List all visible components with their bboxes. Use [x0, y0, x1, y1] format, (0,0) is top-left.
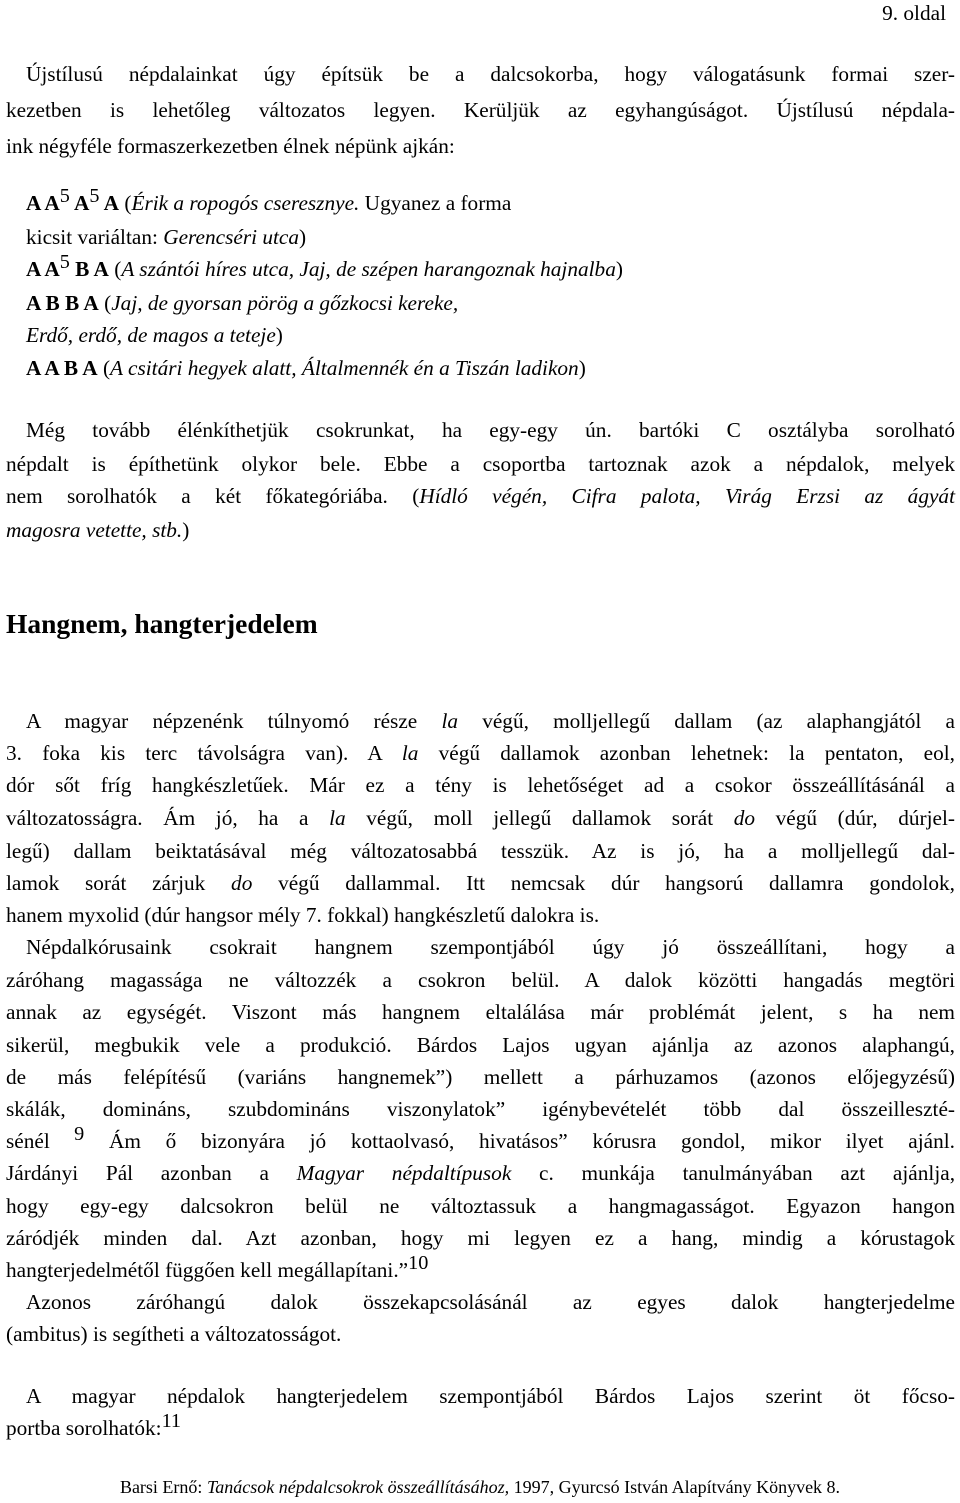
- para4-line-4: sikerül, megbukik vele a produkció. Bárdos Lajos ugyan ajánlja az azonos alaphangú,: [6, 1033, 955, 1057]
- footnote-10: 10: [408, 1251, 429, 1274]
- para6-line-2: portba sorolhatók:$^{11}$: [6, 1409, 182, 1440]
- section-heading: Hangnem, hangterjedelem: [6, 608, 318, 639]
- form-line-3b: Erdő, erdő, de magos a teteje): [26, 323, 283, 347]
- para3-line-4: változatosságra. Ám jó, ha a la végű, moll jellegű dallamok sorát do végű (dúr, dúrjel-: [6, 806, 955, 830]
- intro-line-1: Újstílusú népdalainkat úgy építsük be a dalcsokorba, hogy válogatásunk formai szer-: [26, 62, 955, 86]
- para4-line-7: sénél $^9$ Ám ő bizonyára jó kottaolvasó, hivatásos” kórusra gondol, mikor ilyet ajánl.: [6, 1122, 955, 1153]
- para5-line-2: (ambitus) is segítheti a változatosságot.: [6, 1322, 342, 1346]
- footnote-9: 9: [49, 1122, 85, 1145]
- para4-line-2: záróhang magassága ne változzék a csokron belül. A dalok közötti hangadás megtöri: [6, 968, 955, 992]
- form-line-2: A $A^5$ B A (A szántói híres utca, Jaj, de szépen harangoznak hajnalba): [26, 250, 623, 281]
- para2-line-2: népdalt is építhetünk olykor bele. Ebbe a csoportba tartoznak azok a népdalok, melyek: [6, 452, 955, 476]
- para3-line-2: 3. foka kis terc távolságra van). A la végű dallamok azonban lehetnek: la pentaton, eol,: [6, 741, 955, 765]
- form-line-1: A $A^5$ $A^5$ A (Érik a ropogós cseresznye. Ugyanez a forma: [26, 184, 512, 215]
- para3-line-6: lamok sorát zárjuk do végű dallammal. Itt nemcsak dúr hangsorú dallamra gondolok,: [6, 871, 955, 895]
- form-line-3: A B B A (Jaj, de gyorsan pörög a gőzkocsi kereke,: [26, 291, 459, 315]
- intro-line-3: ink négyféle formaszerkezetben élnek népünk ajkán:: [6, 134, 455, 158]
- form-line-1b: kicsit variáltan: Gerencséri utca): [26, 225, 307, 249]
- para3-line-3: dór sőt fríg hangkészletűek. Már ez a tény is lehetőséget ad a csokor összeállításánál a: [6, 773, 955, 797]
- para4-line-6: skálák, domináns, szubdomináns viszonylatok” igénybevételét több dal összeilleszté-: [6, 1097, 955, 1121]
- form-line-4: A A B A (A csitári hegyek alatt, Általmennék én a Tiszán ladikon): [26, 356, 586, 380]
- para4-line-11: hangterjedelmétől függően kell megállapítani.”$^{10}$: [6, 1251, 429, 1282]
- para4-line-1: Népdalkórusaink csokrait hangnem szempontjából úgy jó összeállítani, hogy a: [26, 935, 955, 959]
- para4-line-9: hogy egy-egy dalcsokron belül ne változtassuk a hangmagasságot. Egyazon hangon: [6, 1194, 955, 1218]
- para2-line-3: nem sorolhatók a két főkategóriába. (Hídló végén, Cifra palota, Virág Erzsi az ágyát: [6, 484, 955, 508]
- para4-line-10: záródjék minden dal. Azt azonban, hogy mi legyen ez a hang, mindig a kórustagok: [6, 1226, 955, 1250]
- page-number: 9. oldal: [882, 1, 946, 25]
- para6-line-1: A magyar népdalok hangterjedelem szempontjából Bárdos Lajos szerint öt főcso-: [26, 1384, 955, 1408]
- para4-line-8: Járdányi Pál azonban a Magyar népdaltípusok c. munkája tanulmányában azt ajánlja,: [6, 1161, 956, 1185]
- page-footer: Barsi Ernő: Tanácsok népdalcsokrok összeállításához, 1997, Gyurcsó István Alapítvány Könyvek 8.: [119, 1477, 841, 1497]
- para3-line-1: A magyar népzenénk túlnyomó része la végű, molljellegű dallam (az alaphangjától a: [26, 709, 955, 733]
- intro-line-2: kezetben is lehetőleg változatos legyen. Kerüljük az egyhangúságot. Újstílusú népdala-: [6, 98, 955, 122]
- para3-line-7: hanem myxolid (dúr hangsor mély 7. fokkal) hangkészletű dalokra is.: [6, 903, 600, 927]
- para4-line-5: de más felépítésű (variáns hangnemek”) mellett a párhuzamos (azonos előjegyzésű): [6, 1065, 955, 1089]
- para2-line-1: Még tovább élénkíthetjük csokrunkat, ha egy-egy ún. bartóki C osztályba sorolható: [26, 418, 955, 442]
- para3-line-5: legű) dallam beiktatásával még változatosabbá tesszük. Az is jó, ha a molljellegű dal-: [6, 839, 955, 863]
- footnote-11: 11: [161, 1409, 182, 1432]
- para2-line-4: magosra vetette, stb.): [6, 518, 190, 542]
- para4-line-3: annak az egységét. Viszont más hangnem eltalálása már problémát jelent, s ha nem: [6, 1000, 955, 1024]
- para5-line-1: Azonos záróhangú dalok összekapcsolásánál az egyes dalok hangterjedelme: [26, 1290, 955, 1314]
